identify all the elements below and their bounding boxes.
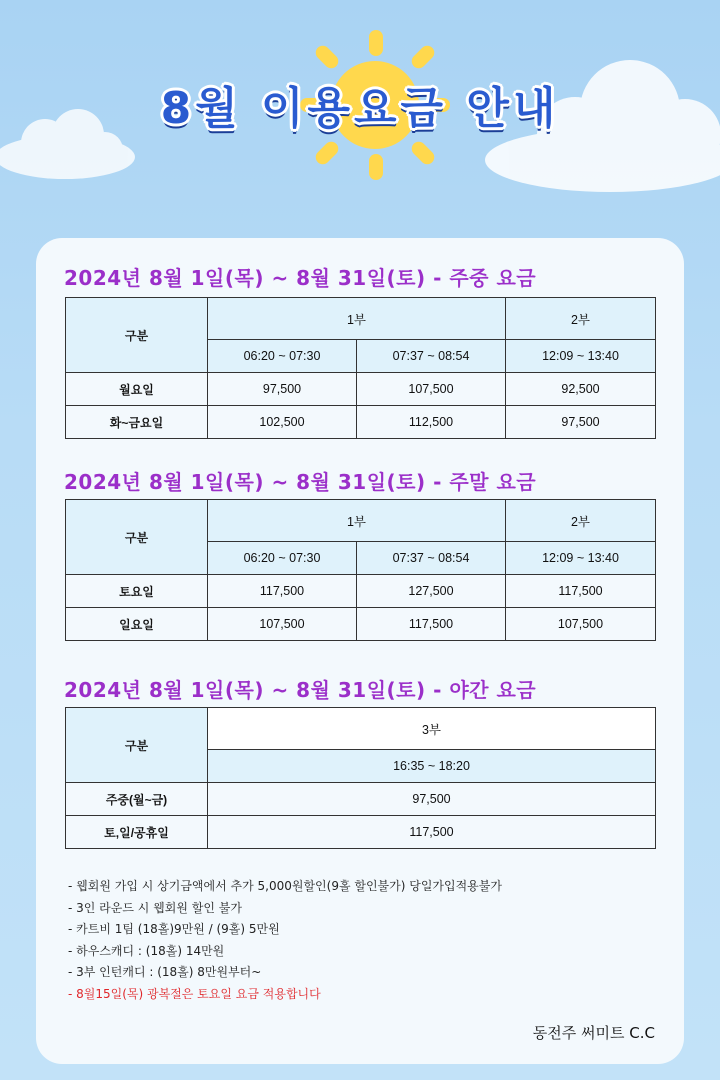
footer-club-name: 동전주 써미트 C.C bbox=[532, 1024, 655, 1042]
note-item: - 카트비 1팀 (18홀)9만원 / (9홀) 5만원 bbox=[68, 922, 280, 936]
table-row bbox=[66, 783, 656, 816]
price-cell: 107,500 bbox=[506, 608, 656, 641]
table-row bbox=[66, 575, 656, 608]
price-cell: 117,500 bbox=[506, 575, 656, 608]
weekday-rate-table bbox=[65, 297, 656, 439]
part3-header: 3부 bbox=[208, 708, 656, 750]
price-cell: 117,500 bbox=[208, 816, 656, 849]
price-cell: 97,500 bbox=[208, 783, 656, 816]
price-cell: 117,500 bbox=[208, 575, 357, 608]
price-cell: 102,500 bbox=[208, 406, 357, 439]
corner-label: 구분 bbox=[66, 708, 208, 783]
price-cell: 112,500 bbox=[357, 406, 506, 439]
note-item: - 3부 인턴캐디 : (18홀) 8만원부터~ bbox=[68, 965, 262, 979]
time-slot: 12:09 ~ 13:40 bbox=[506, 542, 656, 575]
part2-header: 2부 bbox=[506, 500, 656, 542]
price-cell: 97,500 bbox=[506, 406, 656, 439]
weekend-rate-table bbox=[65, 499, 656, 641]
night-rate-table bbox=[65, 707, 656, 849]
row-label: 주중(월~금) bbox=[66, 783, 208, 816]
night-section-title: 2024년 8월 1일(목) ~ 8월 31일(토) - 야간 요금 bbox=[64, 678, 537, 702]
row-label: 토,일/공휴일 bbox=[66, 816, 208, 849]
time-slot: 06:20 ~ 07:30 bbox=[208, 542, 357, 575]
price-cell: 127,500 bbox=[357, 575, 506, 608]
notes-list bbox=[68, 876, 502, 1005]
time-slot: 12:09 ~ 13:40 bbox=[506, 340, 656, 373]
table-row bbox=[66, 816, 656, 849]
price-cell: 107,500 bbox=[208, 608, 357, 641]
row-label: 일요일 bbox=[66, 608, 208, 641]
part1-header: 1부 bbox=[208, 298, 506, 340]
price-cell: 107,500 bbox=[357, 373, 506, 406]
corner-label: 구분 bbox=[66, 500, 208, 575]
row-label: 토요일 bbox=[66, 575, 208, 608]
page-title: 8월 이용요금 안내 bbox=[160, 83, 560, 134]
time-slot: 07:37 ~ 08:54 bbox=[357, 340, 506, 373]
price-cell: 92,500 bbox=[506, 373, 656, 406]
time-slot: 07:37 ~ 08:54 bbox=[357, 542, 506, 575]
table-row bbox=[66, 373, 656, 406]
corner-label: 구분 bbox=[66, 298, 208, 373]
time-slot: 06:20 ~ 07:30 bbox=[208, 340, 357, 373]
price-cell: 117,500 bbox=[357, 608, 506, 641]
note-item: - 하우스캐디 : (18홀) 14만원 bbox=[68, 943, 225, 958]
row-label: 월요일 bbox=[66, 373, 208, 406]
note-item: - 웹회원 가입 시 상기금액에서 추가 5,000원할인(9홀 할인불가) 당일가입적용불가 bbox=[68, 879, 502, 893]
part1-header: 1부 bbox=[208, 500, 506, 542]
table-row bbox=[66, 406, 656, 439]
time-slot: 16:35 ~ 18:20 bbox=[208, 750, 656, 783]
row-label: 화~금요일 bbox=[66, 406, 208, 439]
note-item-highlight: - 8월15일(목) 광복절은 토요일 요금 적용합니다 bbox=[68, 986, 321, 1001]
weekend-section-title: 2024년 8월 1일(목) ~ 8월 31일(토) - 주말 요금 bbox=[64, 470, 537, 494]
table-row bbox=[66, 608, 656, 641]
price-cell: 97,500 bbox=[208, 373, 357, 406]
part2-header: 2부 bbox=[506, 298, 656, 340]
weekday-section-title: 2024년 8월 1일(목) ~ 8월 31일(토) - 주중 요금 bbox=[64, 266, 537, 290]
note-item: - 3인 라운드 시 웹회원 할인 불가 bbox=[68, 900, 242, 915]
